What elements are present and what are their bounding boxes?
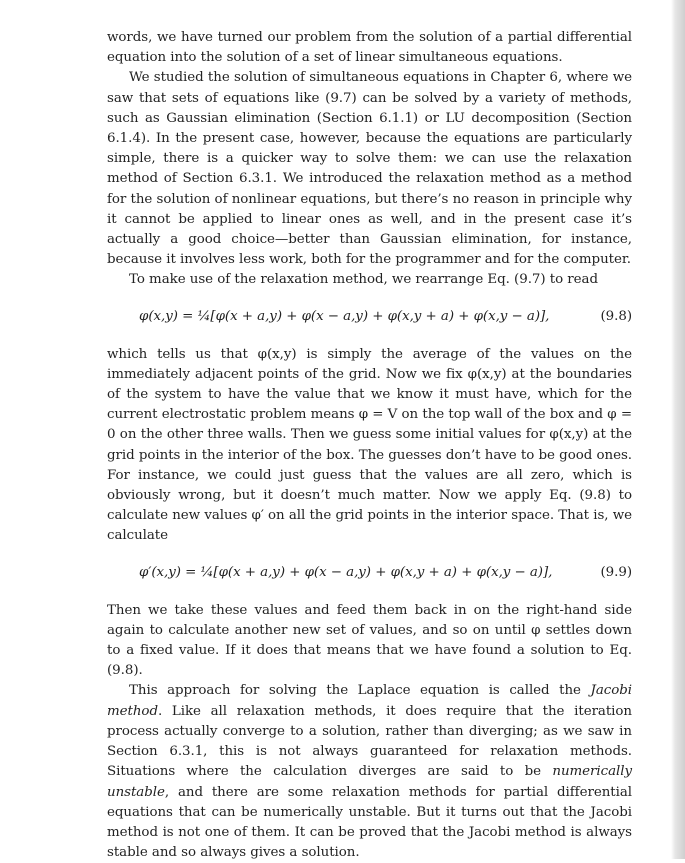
- equation-9-9-body: φ′(x,y) = ¼[φ(x + a,y) + φ(x − a,y) + φ(x,y + a) + φ(x,y − a)],: [139, 564, 553, 580]
- equation-9-9: [107, 551, 632, 595]
- paragraph-1: words, we have turned our problem from the solution of a partial differential equation into the solution of a set of linear simultaneous equations.: [107, 30, 632, 66]
- paragraph-6-text-a: This approach for solving the Laplace equation is called the: [129, 683, 591, 699]
- equation-9-8-number: (9.8): [600, 308, 632, 324]
- equation-9-8-body: φ(x,y) = ¼[φ(x + a,y) + φ(x − a,y) + φ(x,y + a) + φ(x,y − a)],: [139, 308, 550, 324]
- equation-9-9-number: (9.9): [600, 564, 632, 580]
- term-jacobi-method: Jacobi method: [107, 683, 632, 719]
- equation-9-8: [107, 295, 632, 339]
- paragraph-5: Then we take these values and feed them back in on the right-hand side again to calculate another new set of values, and so on until φ settles down to a fixed value. If it does that means that we have found a solution to Eq. (9.8).: [107, 602, 632, 679]
- page-edge-shadow: [671, 0, 685, 859]
- paragraph-3: To make use of the relaxation method, we rearrange Eq. (9.7) to read: [129, 272, 598, 288]
- paragraph-4: which tells us that φ(x,y) is simply the average of the values on the immediately adjacent points of the grid. Now we fix φ(x,y) at the boundaries of the system to have the value that we know it must have, which for the current electrostatic problem means φ = V on the top wall of the box and φ = 0 on the other three walls. Then we guess some initial values for φ(x,y) at the grid points in the interior of the box. The guesses don’t have to be good ones. For instance, we could just guess that the values are all zero, which is obviously wrong, but it doesn’t much matter. Now we apply Eq. (9.8) to calculate new values φ′ on all the grid points in the interior space. That is, we calculate: [107, 346, 632, 544]
- document-page: [107, 28, 632, 863]
- paragraph-6-text-c: , and there are some relaxation methods for partial differential equations that can be numerically unstable. But it turns out that the Jacobi method is not one of them. It can be proved that the Jacobi method is always stable and so always gives a solution.: [107, 784, 632, 861]
- paragraph-6: [107, 681, 632, 863]
- paragraph-6-text-b: . Like all relaxation methods, it does require that the iteration process actually converge to a solution, rather than diverging; as we saw in Section 6.3.1, this is not always guaranteed for relaxation methods. Situations where the calculation diverges are said to be: [107, 703, 632, 780]
- term-numerically-unstable: numerically unstable: [107, 764, 632, 800]
- paragraph-2: We studied the solution of simultaneous equations in Chapter 6, where we saw that sets of equations like (9.7) can be solved by a variety of methods, such as Gaussian elimination (Section 6.1.1) or LU decomposition (Section 6.1.4). In the present case, however, because the equations are particularly simple, there is a quicker way to solve them: we can use the relaxation method of Section 6.3.1. We introduced the relaxation method as a method for the solution of nonlinear equations, but there’s no reason in principle why it cannot be applied to linear ones as well, and in the present case it’s actually a good choice—better than Gaussian elimination, for instance, because it involves less work, both for the programmer and for the computer.: [107, 70, 632, 268]
